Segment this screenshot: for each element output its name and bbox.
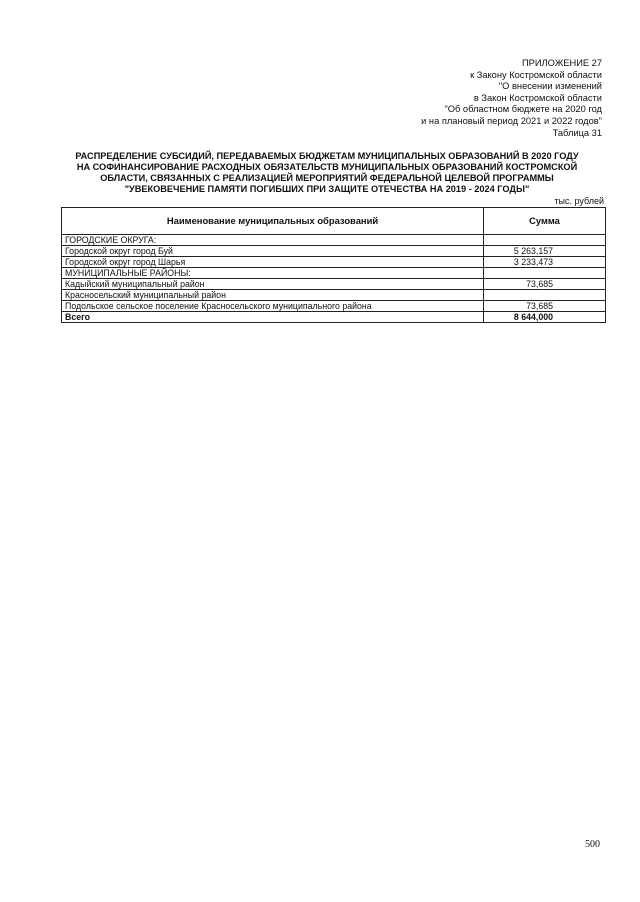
table-number: Таблица 31 (552, 127, 602, 138)
table-header-row (62, 208, 606, 235)
row-sum: 5 263,157 (484, 246, 606, 257)
header-name: Наименование муниципальных образований (62, 208, 484, 235)
appendix-line: и на плановый период 2021 и 2022 годов" (421, 115, 602, 126)
row-name: Красносельский муниципальный район (62, 290, 484, 301)
header-sum: Сумма (484, 208, 606, 235)
table-row (62, 235, 606, 246)
row-sum: 73,685 (484, 279, 606, 290)
table-row (62, 301, 606, 312)
total-sum: 8 644,000 (484, 312, 606, 323)
title-line: ОБЛАСТИ, СВЯЗАННЫХ С РЕАЛИЗАЦИЕЙ МЕРОПРИЯТИЙ ФЕДЕРАЛЬНОЙ ЦЕЛЕВОЙ ПРОГРАММЫ (100, 173, 554, 183)
total-label: Всего (62, 312, 484, 323)
table-row (62, 257, 606, 268)
row-name: Городской округ город Шарья (62, 257, 484, 268)
appendix-line: "О внесении изменений (498, 81, 602, 92)
appendix-line: в Закон Костромской области (473, 92, 602, 103)
appendix-line: "Об областном бюджете на 2020 год (444, 104, 602, 115)
document-title (60, 151, 594, 195)
table-row (62, 279, 606, 290)
row-name: Кадыйский муниципальный район (62, 279, 484, 290)
appendix-line: ПРИЛОЖЕНИЕ 27 (522, 58, 602, 68)
appendix-header (302, 58, 602, 139)
table-row (62, 246, 606, 257)
row-sum (484, 268, 606, 279)
title-line: НА СОФИНАНСИРОВАНИЕ РАСХОДНЫХ ОБЯЗАТЕЛЬСТВ МУНИЦИПАЛЬНЫХ ОБРАЗОВАНИЙ КОСТРОМСКОЙ (76, 162, 578, 172)
title-line: РАСПРЕДЕЛЕНИЕ СУБСИДИЙ, ПЕРЕДАВАЕМЫХ БЮДЖЕТАМ МУНИЦИПАЛЬНЫХ ОБРАЗОВАНИЙ В 2020 ГОДУ (75, 151, 579, 161)
row-sum (484, 235, 606, 246)
row-sum: 73,685 (484, 301, 606, 312)
table-row (62, 268, 606, 279)
title-line: "УВЕКОВЕЧЕНИЕ ПАМЯТИ ПОГИБШИХ ПРИ ЗАЩИТЕ ОТЕЧЕСТВА НА 2019 - 2024 ГОДЫ" (124, 184, 530, 194)
row-name: МУНИЦИПАЛЬНЫЕ РАЙОНЫ: (62, 268, 484, 279)
row-name: ГОРОДСКИЕ ОКРУГА: (62, 235, 484, 246)
table-total-row (62, 312, 606, 323)
subsidy-table (61, 207, 606, 323)
table-row (62, 290, 606, 301)
row-name: Подольское сельское поселение Красносельского муниципального района (62, 301, 484, 312)
units-label: тыс. рублей (554, 196, 604, 206)
appendix-line: к Закону Костромской области (470, 69, 602, 80)
row-name: Городской округ город Буй (62, 246, 484, 257)
page-number: 500 (585, 839, 600, 850)
row-sum (484, 290, 606, 301)
row-sum: 3 233,473 (484, 257, 606, 268)
